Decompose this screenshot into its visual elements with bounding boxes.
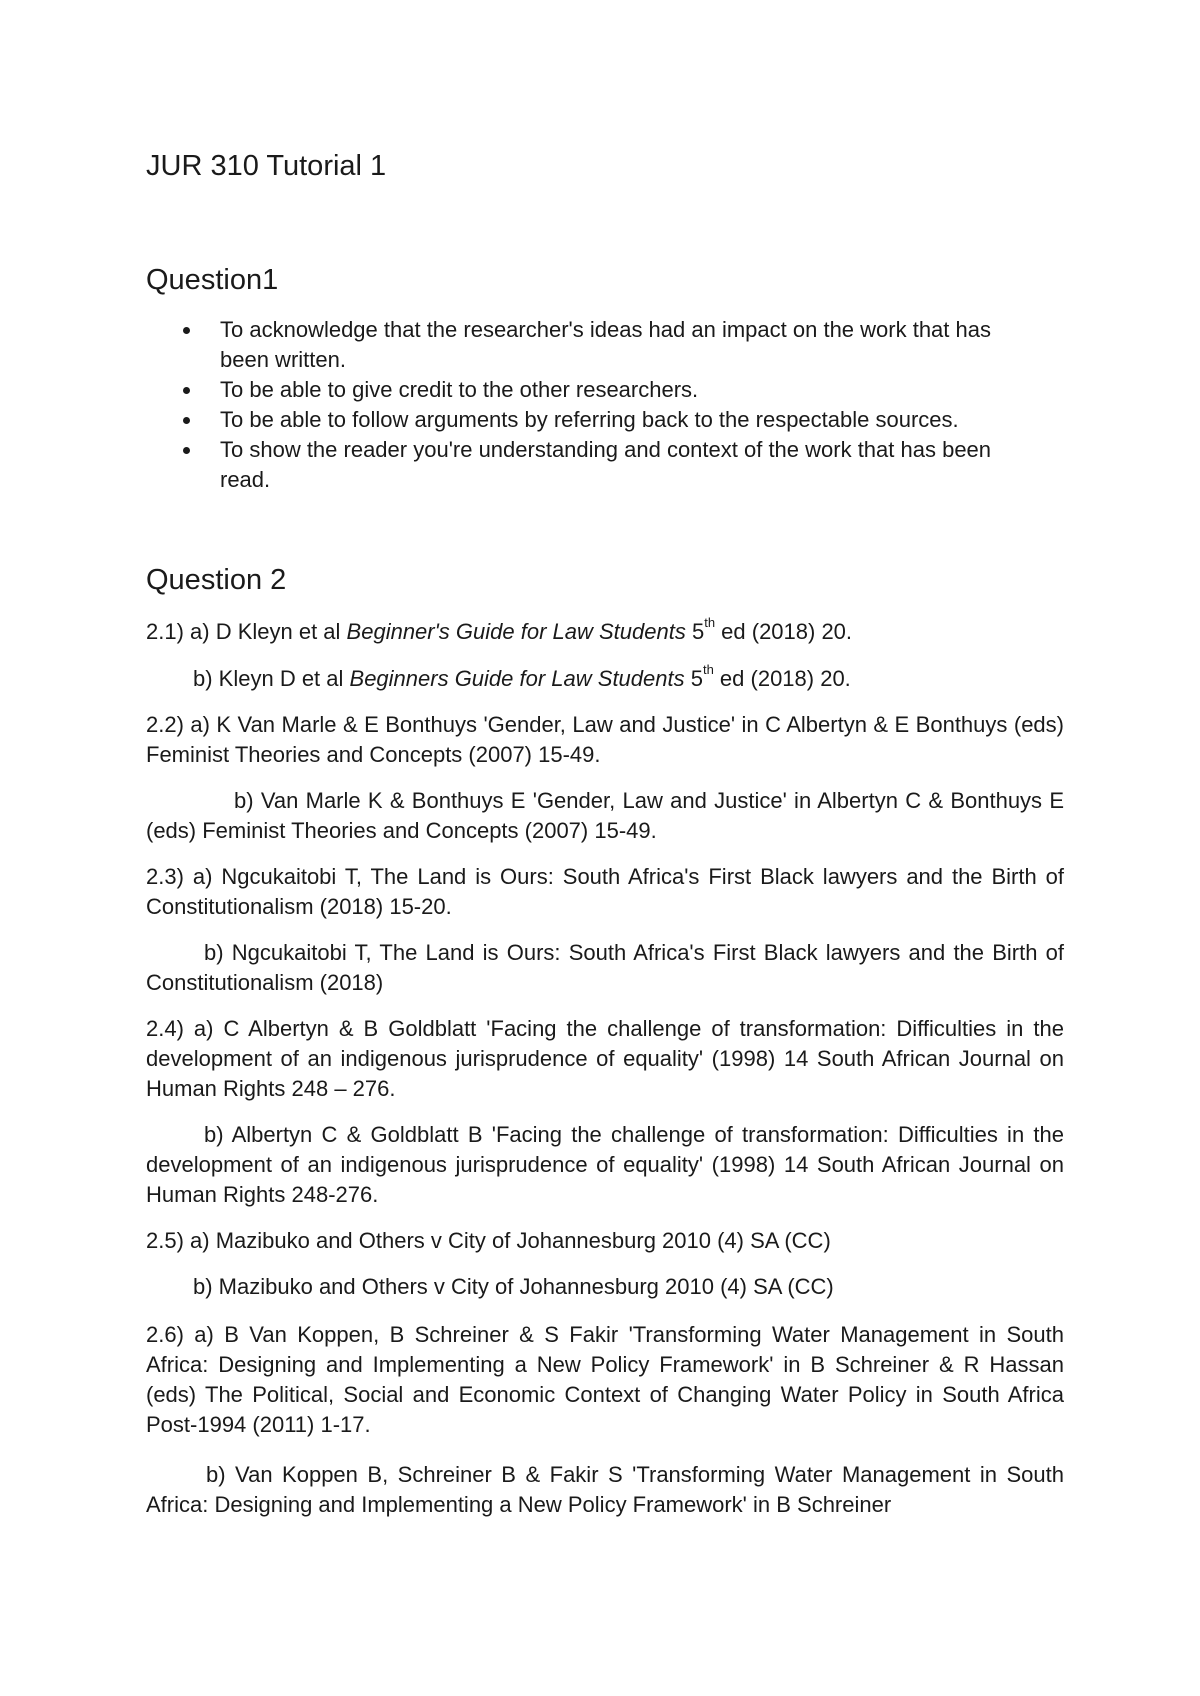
reference-2-5-b: b) Mazibuko and Others v City of Johannesburg 2010 (4) SA (CC) [193, 1274, 834, 1299]
question-1-list [146, 315, 1066, 495]
reference-text: b) Kleyn D et al [193, 666, 350, 691]
reference-text: ed (2018) 20. [713, 666, 851, 691]
question-1-heading: Question1 [146, 264, 279, 296]
bullet-icon [183, 387, 190, 394]
reference-text: ed (2018) 20. [715, 619, 853, 644]
reference-text: 5 [684, 666, 703, 691]
list-item [146, 435, 1040, 495]
reference-title-italic: Beginner's Guide for Law Students [346, 619, 686, 644]
reference-superscript: th [704, 615, 716, 630]
reference-2-5-a: 2.5) a) Mazibuko and Others v City of Johannesburg 2010 (4) SA (CC) [146, 1228, 831, 1253]
reference-2-3-b: b) Ngcukaitobi T, The Land is Ours: South Africa's First Black lawyers and the Birth of Constitutionalism (2018) [146, 940, 1064, 995]
question-2-heading: Question 2 [146, 564, 287, 596]
question-2-references [146, 617, 1064, 1520]
bullet-icon [183, 417, 190, 424]
reference-2-6-b: b) Van Koppen B, Schreiner B & Fakir S 'Transforming Water Management in South Africa: Designing and Implementing a New Policy Framework' in B Schreiner [146, 1462, 1064, 1517]
bullet-icon [183, 447, 190, 454]
reference-2-2-b: b) Van Marle K & Bonthuys E 'Gender, Law and Justice' in Albertyn C & Bonthuys E (eds) Feminist Theories and Concepts (2007) 15-49. [146, 788, 1064, 843]
list-item [146, 315, 1040, 375]
reference-2-4-a: 2.4) a) C Albertyn & B Goldblatt 'Facing the challenge of transformation: Difficulties in the development of an indigenous jurisprudence of equality' (1998) 14 South African Journal on Human Rights 248 – 276. [146, 1016, 1064, 1101]
list-item-text: To be able to give credit to the other researchers. [220, 377, 699, 402]
document-title: JUR 310 Tutorial 1 [146, 150, 387, 182]
reference-2-1-b [146, 664, 1064, 694]
reference-2-4-b: b) Albertyn C & Goldblatt B 'Facing the challenge of transformation: Difficulties in the development of an indigenous jurisprudence of equality' (1998) 14 South African Journal on Human Rights 248-276. [146, 1122, 1064, 1207]
bullet-icon [183, 327, 190, 334]
list-item-text: To show the reader you're understanding and context of the work that has been read. [220, 437, 992, 492]
reference-2-1-a [146, 617, 1064, 647]
reference-title-italic: Beginners Guide for Law Students [349, 666, 685, 691]
reference-2-6-a: 2.6) a) B Van Koppen, B Schreiner & S Fakir 'Transforming Water Management in South Africa: Designing and Implementing a New Policy Framework' in B Schreiner & R Hassan (eds) The Political, Social and Economic Context of Changing Water Policy in South Africa Post-1994 (2011) 1-17. [146, 1322, 1064, 1437]
list-item-text: To acknowledge that the researcher's ideas had an impact on the work that has been written. [220, 317, 991, 372]
reference-text: 5 [685, 619, 705, 644]
reference-superscript: th [702, 662, 714, 677]
list-item [146, 375, 1040, 405]
reference-2-2-a: 2.2) a) K Van Marle & E Bonthuys 'Gender, Law and Justice' in C Albertyn & E Bonthuys (eds) Feminist Theories and Concepts (2007) 15-49. [146, 712, 1064, 767]
reference-2-3-a: 2.3) a) Ngcukaitobi T, The Land is Ours: South Africa's First Black lawyers and the Birth of Constitutionalism (2018) 15-20. [146, 864, 1064, 919]
list-item [146, 405, 1040, 435]
reference-text: 2.1) a) D Kleyn et al [146, 619, 347, 644]
list-item-text: To be able to follow arguments by referring back to the respectable sources. [220, 407, 959, 432]
